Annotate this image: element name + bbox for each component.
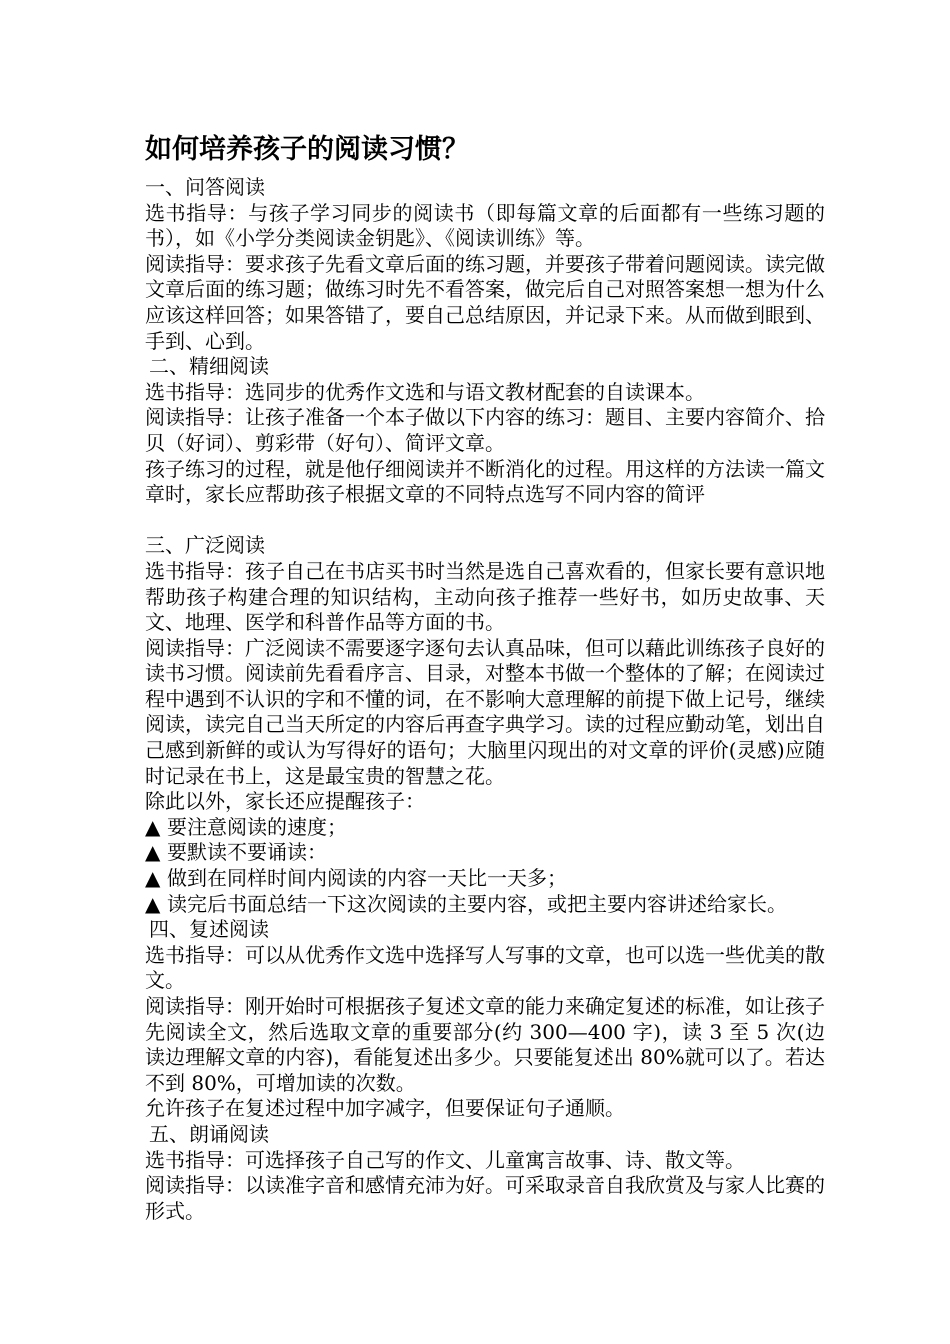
document-page: [145, 130, 825, 1224]
section-4-paragraph-2: 阅读指导：刚开始时可根据孩子复述文章的能力来确定复述的标准，如让孩子先阅读全文，然后选取文章的重要部分(约 300—400 字)，读 3 至 5 次(边读边理解文章的内容)，看能复述出多少。只要能复述出 80%就可以了。若达不到 80%，可增加读的次数。: [145, 994, 825, 1095]
bullet-text: 读完后书面总结一下这次阅读的主要内容，或把主要内容讲述给家长。: [167, 891, 787, 916]
section-5-paragraph-2: 阅读指导：以读准字音和感情充沛为好。可采取录音自我欣赏及与家人比赛的形式。: [145, 1173, 825, 1223]
section-3-paragraph-3: 除此以外，家长还应提醒孩子：: [145, 789, 425, 814]
section-2-paragraph-1: 选书指导：选同步的优秀作文选和与语文教材配套的自读课本。: [145, 379, 705, 404]
triangle-bullet-icon: ▲: [145, 866, 161, 891]
bullet-item: [145, 815, 825, 841]
section-4-paragraph-3: 允许孩子在复述过程中加字减字，但要保证句子通顺。: [145, 1096, 625, 1121]
section-4-paragraph-1: 选书指导：可以从优秀作文选中选择写人写事的文章，也可以选一些优美的散文。: [145, 942, 825, 993]
document-title: 如何培养孩子的阅读习惯？: [145, 134, 469, 165]
section-3-paragraph-1: 选书指导：孩子自己在书店买书时当然是选自己喜欢看的，但家长要有意识地帮助孩子构建合理的知识结构，主动向孩子推荐一些好书，如历史故事、天文、地理、医学和科普作品等方面的书。: [145, 558, 825, 635]
section-5-paragraph-1: 选书指导：可选择孩子自己写的作文、儿童寓言故事、诗、散文等。: [145, 1147, 745, 1172]
bullet-text: 要注意阅读的速度；: [167, 814, 347, 839]
bullet-text: 做到在同样时间内阅读的内容一天比一天多；: [167, 866, 567, 891]
section-3-paragraph-2: 阅读指导：广泛阅读不需要逐字逐句去认真品味，但可以藉此训练孩子良好的读书习惯。阅读前先看看序言、目录，对整本书做一个整体的了解；在阅读过程中遇到不认识的字和不懂的词，在不影响大意理解的前提下做上记号，继续阅读，读完自己当天所定的内容后再查字典学习。读的过程应勤动笔，划出自己感到新鲜的或认为写得好的语句；大脑里闪现出的对文章的评价(灵感)应随时记录在书上，这是最宝贵的智慧之花。: [145, 635, 825, 788]
section-heading-5: 五、朗诵阅读: [149, 1121, 269, 1146]
triangle-bullet-icon: ▲: [145, 814, 161, 839]
bullet-item: [145, 840, 825, 866]
blank-line: [145, 508, 825, 534]
bullet-text: 要默读不要诵读：: [167, 840, 327, 865]
section-heading-2: 二、精细阅读: [149, 354, 269, 379]
bullet-item: [145, 892, 825, 918]
section-heading-1: 一、问答阅读: [145, 175, 265, 199]
section-1-paragraph-2: 阅读指导：要求孩子先看文章后面的练习题，并要孩子带着问题阅读。读完做文章后面的练习题；做练习时先不看答案，做完后自己对照答案想一想为什么应该这样回答；如果答错了，要自己总结原因，并记录下来。从而做到眼到、手到、心到。: [145, 251, 825, 353]
section-heading-3: 三、广泛阅读: [145, 533, 265, 558]
section-heading-4: 四、复述阅读: [149, 917, 269, 942]
section-2-paragraph-3: 孩子练习的过程，就是他仔细阅读并不断消化的过程。用这样的方法读一篇文章时，家长应帮助孩子根据文章的不同特点选写不同内容的简评: [145, 456, 825, 507]
triangle-bullet-icon: ▲: [145, 891, 161, 916]
bullet-item: [145, 866, 825, 892]
section-1-paragraph-1: 选书指导：与孩子学习同步的阅读书（即每篇文章的后面都有一些练习题的书），如《小学分类阅读金钥匙》、《阅读训练》等。: [145, 200, 825, 251]
section-2-paragraph-2: 阅读指导：让孩子准备一个本子做以下内容的练习：题目、主要内容简介、拾贝（好词）、剪彩带（好句）、简评文章。: [145, 405, 825, 455]
triangle-bullet-icon: ▲: [145, 840, 161, 865]
